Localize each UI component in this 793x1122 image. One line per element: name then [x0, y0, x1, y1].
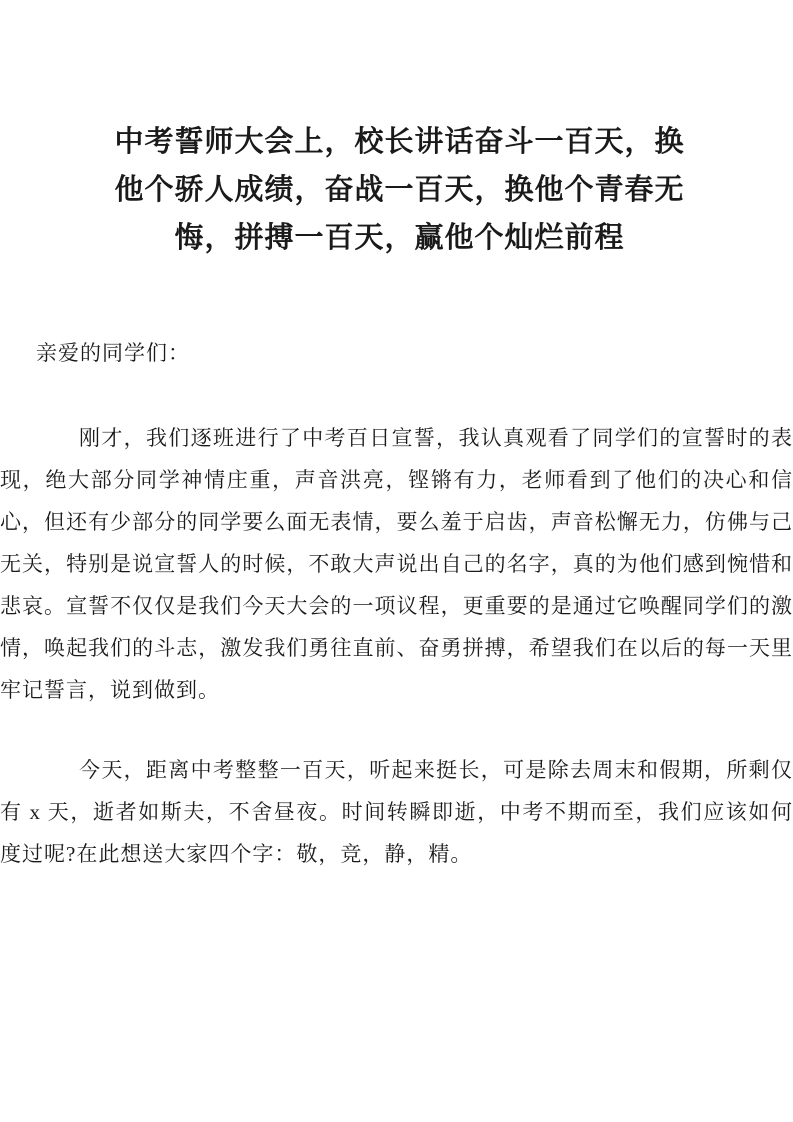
paragraph-hundred-days: 今天，距离中考整整一百天，听起来挺长，可是除去周末和假期，所剩仅有 x 天，逝者如斯夫，不舍昼夜。时间转瞬即逝，中考不期而至，我们应该如何度过呢?在此想送大家四个字：敬，竞，静，精。	[0, 758, 793, 866]
title-line-1: 中考誓师大会上，校长讲话奋斗一百天，换	[114, 126, 685, 158]
greeting-line: 亲爱的同学们：	[36, 341, 190, 365]
document-title	[113, 118, 686, 262]
paragraph-oath-review: 刚才，我们逐班进行了中考百日宣誓，我认真观看了同学们的宣誓时的表现，绝大部分同学神情庄重，声音洪亮，铿锵有力，老师看到了他们的决心和信心，但还有少部分的同学要么面无表情，要么羞于启齿，声音松懈无力，仿佛与己无关，特别是说宣誓人的时候，不敢大声说出自己的名字，真的为他们感到惋惜和悲哀。宣誓不仅仅是我们今天大会的一项议程，更重要的是通过它唤醒同学们的激情，唤起我们的斗志，激发我们勇往直前、奋勇拼搏，希望我们在以后的每一天里牢记誓言，说到做到。	[0, 426, 793, 702]
title-line-3: 悔，拼搏一百天，赢他个灿烂前程	[174, 222, 625, 254]
title-line-2: 他个骄人成绩，奋战一百天，换他个青春无	[114, 174, 685, 206]
